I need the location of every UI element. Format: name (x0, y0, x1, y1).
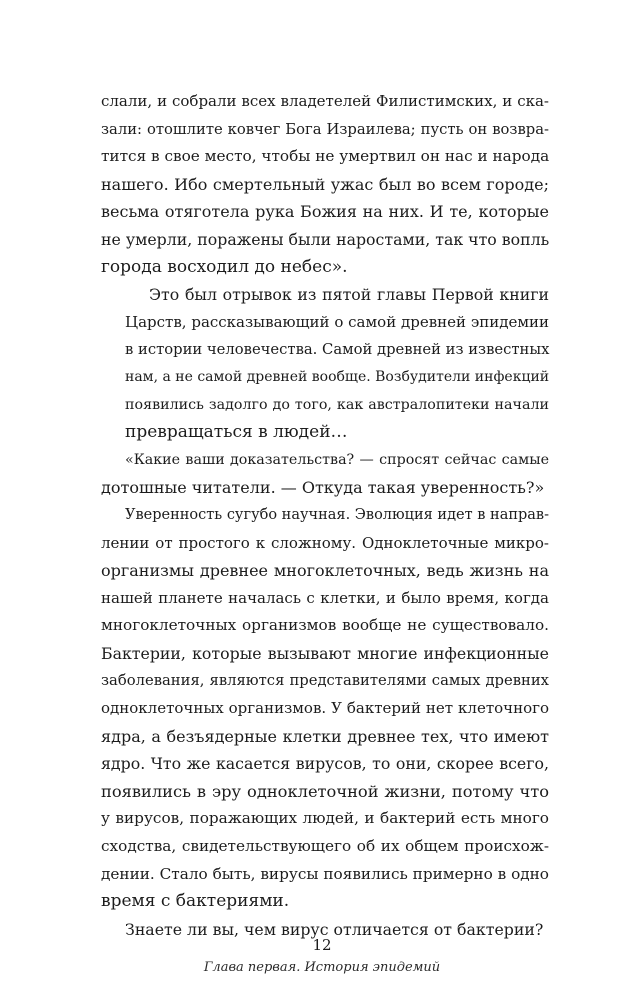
text-line: ядро. Что же касается вирусов, то они, скорее всего, (101, 754, 549, 774)
text-line: тится в свое место, чтобы не умертвил он нас и народа (101, 147, 550, 166)
text-line: Царств, рассказывающий о самой древней эпидемии (125, 312, 549, 331)
text-line: появились задолго до того, как австралопитеки начали (125, 396, 549, 413)
running-title: Глава первая. История эпидемий (203, 960, 441, 975)
text-line: нашей планете началась с клетки, и было время, когда (101, 588, 549, 607)
text-line: слали, и собрали всех владетелей Филистимских, и ска- (101, 92, 549, 110)
text-line: сходства, свидетельствующего об их общем происхож- (101, 837, 549, 856)
text-line: организмы древнее многоклеточных, ведь жизнь на (101, 561, 549, 581)
text-line: заболевания, являются представителями самых древних (101, 672, 549, 690)
text-line: Знаете ли вы, чем вирус отличается от бактерии? (125, 919, 544, 939)
text-line: Бактерии, которые вызывают многие инфекционные (101, 643, 549, 663)
text-line: дении. Стало быть, вирусы появились примерно в одно (101, 864, 549, 883)
text-line: в истории человечества. Самой древней из известных (125, 341, 550, 359)
text-line: зали: отошлите ковчег Бога Израилева; пусть он возвра- (101, 120, 549, 138)
page-number: 12 (312, 936, 332, 954)
text-line: дотошные читатели. — Откуда такая уверенность?» (101, 478, 545, 498)
text-line: одноклеточных организмов. У бактерий нет клеточного (101, 699, 549, 718)
text-line: «Какие ваши доказательства? — спросят сейчас самые (125, 451, 549, 468)
text-line: весьма отяготела рука Божия на них. И те, которые (101, 202, 549, 222)
text-line: Уверенность сугубо научная. Эволюция идет в направ- (125, 506, 549, 523)
text-line: появились в эру одноклеточной жизни, потому что (101, 781, 549, 801)
text-line: Это был отрывок из пятой главы Первой книги (149, 285, 549, 305)
paragraph (101, 281, 549, 447)
text-line: не умерли, поражены были наростами, так что вопль (101, 229, 550, 249)
text-line: ядра, а безъядерные клетки древнее тех, что имеют (101, 726, 549, 746)
text-line: лении от простого к сложному. Одноклеточные микро- (101, 533, 549, 552)
text-line: многоклеточных организмов вообще не существовало. (101, 616, 549, 635)
paragraph (101, 88, 549, 281)
text-line: города восходил до небес». (101, 256, 348, 277)
paragraph (101, 502, 549, 916)
text-line: нам, а не самой древней вообще. Возбудители инфекций (125, 368, 550, 385)
body-text (101, 88, 549, 943)
paragraph (101, 447, 549, 502)
text-line: превращаться в людей… (125, 422, 348, 443)
text-line: у вирусов, поражающих людей, и бактерий есть много (101, 809, 549, 828)
text-line: время с бактериями. (101, 891, 290, 912)
text-line: нашего. Ибо смертельный ужас был во всем городе; (101, 174, 549, 194)
